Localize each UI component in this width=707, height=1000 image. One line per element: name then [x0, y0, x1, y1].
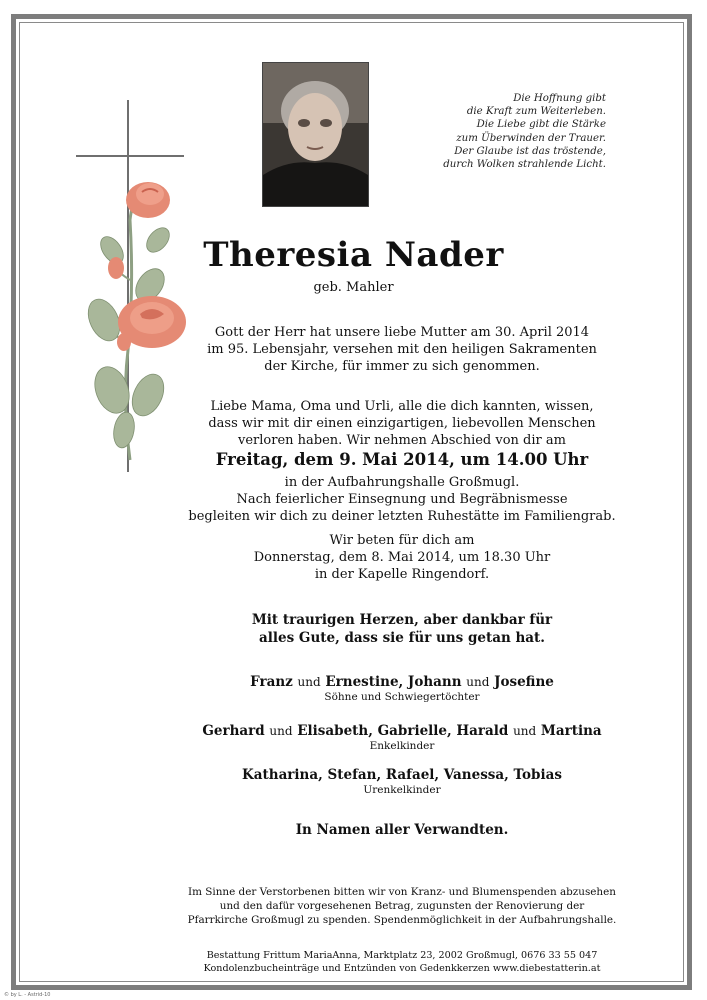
text-line: und den dafür vorgesehenen Betrag, zugunsten der Renovierung der — [219, 900, 585, 912]
family-name: Ernestine, Johann — [325, 674, 462, 690]
text-line: begleiten wir dich zu deiner letzten Ruhestätte im Familiengrab. — [188, 509, 616, 524]
text-line: Liebe Mama, Oma und Urli, alle die dich kannten, wissen, — [210, 399, 594, 414]
text-line: Bestattung Frittum MariaAnna, Marktplatz 23, 2002 Großmugl, 0676 33 55 047 — [206, 950, 598, 961]
family-name: Franz — [250, 674, 293, 690]
text-line: der Kirche, für immer zu sich genommen. — [264, 359, 540, 374]
poem-line: die Kraft zum Weiterleben. — [466, 106, 606, 118]
maiden-name: geb. Mahler — [313, 280, 394, 295]
family-grandchildren — [0, 723, 707, 753]
copyright-note: © by L. - Astrid-10 — [4, 992, 51, 998]
conjunction: und — [466, 675, 490, 689]
poem-line: zum Überwinden der Trauer. — [456, 132, 606, 144]
funeral-home-footer — [0, 949, 707, 975]
text-line: Pfarrkirche Großmugl zu spenden. Spendenmöglichkeit in der Aufbahrungshalle. — [187, 914, 617, 926]
thanks-text — [0, 612, 707, 647]
conjunction: und — [513, 724, 537, 738]
family-role: Urenkelkinder — [363, 784, 441, 796]
conjunction: und — [297, 675, 321, 689]
text-line: Kondolenzbucheinträge und Entzünden von Gedenkkerzen www.diebestatterin.at — [203, 963, 601, 974]
family-great-grandchildren — [0, 767, 707, 797]
text-line: Wir beten für dich am — [329, 533, 475, 548]
conjunction: und — [269, 724, 293, 738]
text-line: im 95. Lebensjahr, versehen mit den heiligen Sakramenten — [207, 342, 597, 357]
family-role: Enkelkinder — [369, 740, 435, 752]
poem — [346, 92, 606, 171]
text-line: Donnerstag, dem 8. Mai 2014, um 18.30 Uhr — [253, 550, 551, 565]
text-line: dass wir mit dir einen einzigartigen, liebevollen Menschen — [208, 416, 596, 431]
great-grandchildren-names: Katharina, Stefan, Rafael, Vanessa, Tobias — [242, 767, 562, 783]
family-name: Gerhard — [202, 723, 265, 739]
family-children — [0, 674, 707, 704]
rose-icon — [126, 182, 170, 218]
text-line: Mit traurigen Herzen, aber dankbar für — [251, 612, 553, 628]
death-announcement — [0, 324, 707, 375]
family-name: Elisabeth, Gabrielle, Harald — [297, 723, 509, 739]
family-name: Martina — [540, 723, 602, 739]
poem-line: Die Hoffnung gibt — [513, 93, 606, 104]
funeral-date: Freitag, dem 9. Mai 2014, um 14.00 Uhr — [215, 450, 589, 469]
text-line: Gott der Herr hat unsere liebe Mutter am 30. April 2014 — [214, 325, 590, 340]
closing-line: In Namen aller Verwandten. — [295, 822, 509, 838]
children-names — [0, 674, 707, 691]
text-line: in der Kapelle Ringendorf. — [314, 567, 490, 582]
donation-notice — [0, 885, 707, 927]
poem-line: durch Wolken strahlende Licht. — [443, 159, 606, 171]
prayer-details — [0, 532, 707, 583]
text-line: alles Gute, dass sie für uns getan hat. — [259, 629, 545, 646]
text-line: Nach feierlicher Einsegnung und Begräbnismesse — [236, 492, 568, 507]
text-line: Im Sinne der Verstorbenen bitten wir von Kranz- und Blumenspenden abzusehen — [188, 886, 616, 898]
family-role: Söhne und Schwiegertöchter — [324, 691, 480, 703]
poem-line: Die Liebe gibt die Stärke — [476, 119, 606, 131]
deceased-name: Theresia Nader — [203, 235, 504, 275]
text-line: verloren haben. Wir nehmen Abschied von dir am — [238, 433, 566, 448]
text-line: in der Aufbahrungshalle Großmugl. — [284, 475, 520, 490]
grandchildren-names — [0, 723, 707, 740]
farewell-text — [0, 398, 707, 449]
family-name: Josefine — [494, 674, 554, 690]
poem-line: Der Glaube ist das tröstende, — [454, 145, 606, 157]
funeral-details — [0, 474, 707, 525]
